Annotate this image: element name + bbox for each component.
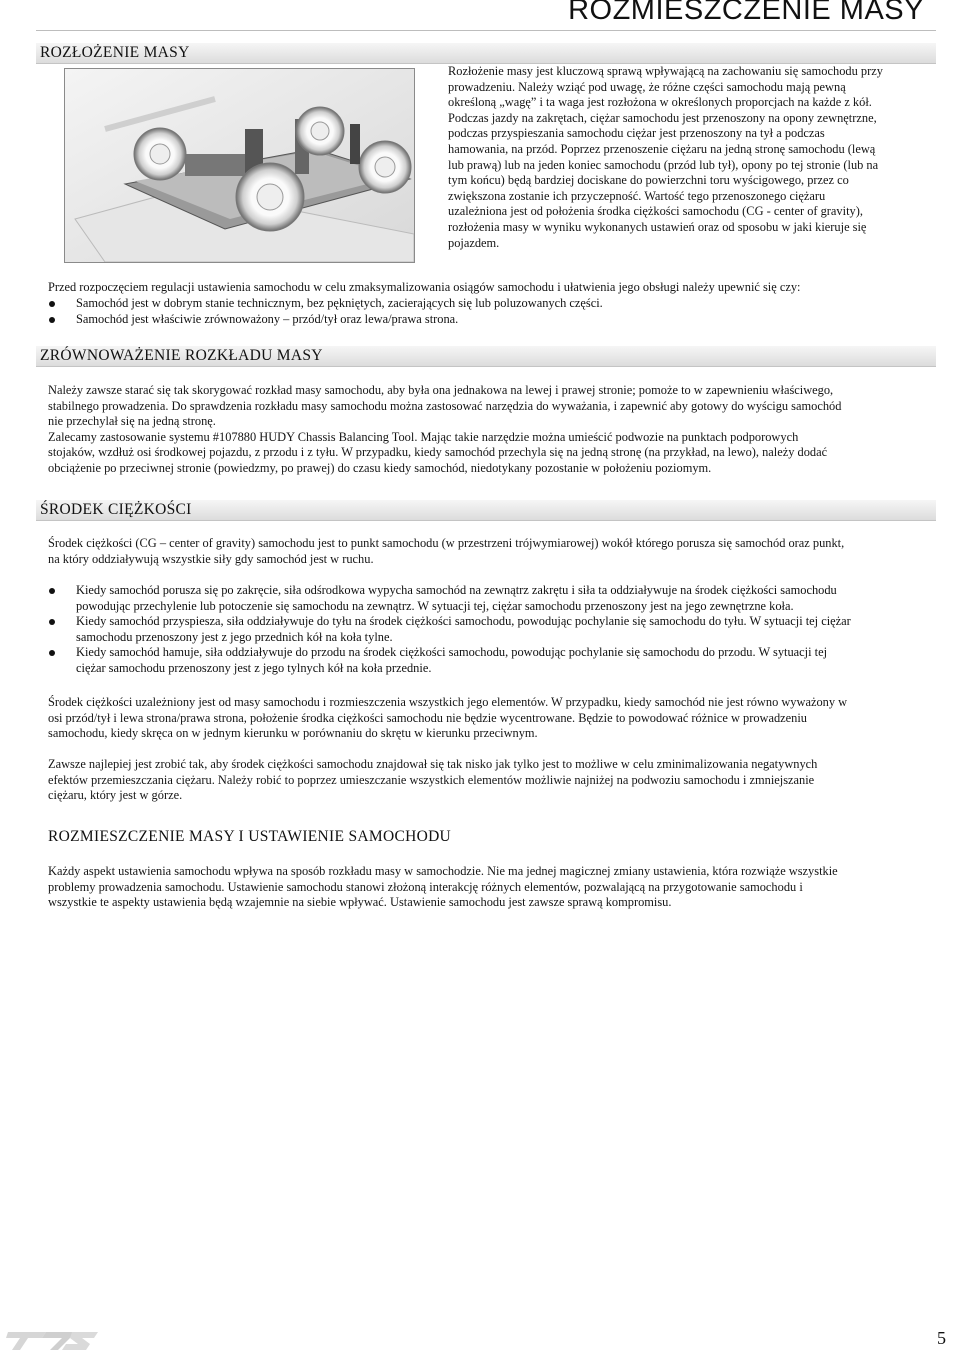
list-item: Kiedy samochód porusza się po zakręcie, siła odśrodkowa wypycha samochód na zewnątrz zakrętu i siła ta oddziaływuje na środek ciężkości samochodu powodując przechylenie lub potoczenie się samochodu na zewnątrz. W sytuacji tej, ciężar samochodu przenoszony jest na jego zewnętrzne koła. (48, 583, 948, 614)
text-line: stojaków, wzdłuż osi środkowej pojazdu, z przodu i z tyłu. W przypadku, kiedy samochód przechyla się na jedną stronę (na przykład, na lewo), należy dodać (48, 445, 828, 460)
list-item: Samochód jest w dobrym stanie technicznym, bez pękniętych, zacierających się lub poluzowanych części. (48, 296, 938, 312)
bullet-icon (49, 317, 55, 323)
rc-car-chassis-photo (64, 68, 415, 263)
text-line: Zawsze najlepiej jest zrobić tak, aby środek ciężkości samochodu znajdował się tak nisko jak tylko jest to możliwe w celu zminimalizowania negatywnych (48, 757, 818, 771)
text-line: samochodu, kiedy skręca on w jednym kierunku w porównaniu do skrętu w kierunku przeciwnym. (48, 726, 538, 741)
text-line: ciężaru, który jest w górze. (48, 788, 183, 803)
text-line: prowadzeniu. Należy wziąć pod uwagę, że różne części samochodu mają pewną (448, 79, 846, 94)
section-heading-center-of-gravity: ŚRODEK CIĘŻKOŚCI (36, 500, 936, 521)
pre-setup-intro: Przed rozpoczęciem regulacji ustawienia samochodu w celu zmaksymalizowania osiągów samochodu i ułatwienia jego obsługi należy upewnić się czy: (48, 280, 801, 294)
chassis-photo-illustration (65, 69, 414, 262)
section-heading-balance: ZRÓWNOWAŻENIE ROZKŁADU MASY (36, 346, 936, 367)
cg-paragraph-3 (48, 757, 948, 804)
list-item: Kiedy samochód przyspiesza, siła oddziaływuje do tyłu na środek ciężkości samochodu, powodując pochylanie się samochodu do tyłu. W sytuacji tej ciężar samochodu przenoszony jest z jego przednich kół na koła tylne. (48, 614, 948, 645)
pre-setup-checklist (48, 296, 938, 327)
cg-paragraph-2 (48, 695, 948, 742)
text-line: pojazdem. (448, 235, 500, 250)
text-line: obciążenie po przeciwnej stronie (powiedzmy, po prawej) do czasu kiedy samochód, niedotykany pozostanie w położeniu poziomym. (48, 460, 712, 475)
text-line: osi przód/tył i lewa strona/prawa strona, położenie środka ciężkości samochodu nie będzie wycentrowane. Będzie to powodować różnice w prowadzeniu (48, 710, 808, 725)
text-line: tym końcu) będą bardziej dociskane do powierzchni toru wyścigowego, przez co (448, 173, 849, 188)
bullet-icon (49, 301, 55, 307)
text-line: nie przechylał się na jedną stronę. (48, 414, 216, 429)
text-line: Podczas jazdy na zakrętach, ciężar samochodu jest przenoszony na opony zewnętrzne, (448, 110, 877, 125)
text-line: efektów przemieszczania ciężaru. Należy robić to poprzez umieszczanie wszystkich elementów możliwie najniżej na podwoziu samochodu i zmniejszanie (48, 772, 815, 787)
text-line: Należy zawsze starać się tak skorygować rozkład masy samochodu, aby była ona jednakowa na lewej i prawej stronie; pomoże to w zapewnieniu właściwego, (48, 383, 834, 397)
page-number: 5 (937, 1328, 946, 1348)
cg-intro (48, 536, 948, 567)
text-line: Środek ciężkości uzależniony jest od masy samochodu i rozmieszczenia wszystkich jego elementów. W przypadku, kiedy samochód nie jest równo wyważony w (48, 695, 848, 709)
text-line: określoną „wagę” i ta waga jest rozłożona w określonych proporcjach na każde z kół. (448, 95, 872, 110)
text-line: na który oddziaływują wszystkie siły gdy samochód jest w ruchu. (48, 551, 374, 566)
text-line: Każdy aspekt ustawienia samochodu wpływa na sposób rozkładu masy w samochodzie. Nie ma jednej magicznej zmiany ustawienia, która rozwiąże wszystkie (48, 864, 838, 878)
text-line: problemy prowadzenia samochodu. Ustawienie samochodu stanowi złożoną interakcję różnych elementów, pozwalającą na przygotowanie samochodu i (48, 879, 803, 894)
text-line: Środek ciężkości (CG – center of gravity) samochodu jest to punkt samochodu (w przestrzeni trójwymiarowej) wokół którego porusza się samochód oraz punkt, (48, 536, 845, 550)
bullet-icon (49, 588, 55, 594)
title-rule (36, 30, 936, 31)
section-heading-weight-distribution: ROZŁOŻENIE MASY (36, 43, 936, 64)
text-line: Zalecamy zastosowanie systemu #107880 HUDY Chassis Balancing Tool. Mając takie narzędzie można umieścić podwozie na punktach podporowych (48, 429, 799, 444)
bullet-icon (49, 619, 55, 625)
text-line: lub prawą) lub na jeden koniec samochodu (przód lub tył), opony po tej stronie (lub na (448, 157, 879, 172)
text-line: wszystkie te aspekty ustawienia będą wzajemnie na siebie wpływać. Ustawienie samochodu jest zawsze sprawą kompromisu. (48, 895, 672, 910)
text-line: podczas przyspieszania samochodu ciężar jest przenoszony na tył a podczas (448, 126, 825, 141)
text-line: zwiększona zostanie ich przyczepność. Wartość tego przenoszonego ciężaru (448, 188, 826, 203)
text-line: rozłożenia masy w wyniku wykonanych ustawień oraz od sposobu w jaki kieruje się (448, 219, 867, 234)
bullet-icon (49, 650, 55, 656)
cg-effects-list (48, 583, 948, 677)
list-item: Samochód jest właściwie zrównoważony – przód/tył oraz lewa/prawa strona. (48, 312, 938, 328)
text-line: stabilnego prowadzenia. Do sprawdzenia rozkładu masy samochodu można zastosować narzędzia do wyważania, i zapewnić aby gotowy do wyścigu samochód (48, 398, 842, 413)
text-line: uzależniona jest od położenia środka ciężkości samochodu (CG - center of gravity), (448, 204, 863, 219)
weight-distribution-text (448, 64, 948, 251)
brand-logo-icon (6, 1326, 98, 1354)
balance-text (48, 383, 948, 477)
text-line: hamowania, na przód. Poprzez przenoszenie ciężaru na jedną stronę samochodu (lewą (448, 141, 876, 156)
section-heading-mass-and-setup: ROZMIESZCZENIE MASY I USTAWIENIE SAMOCHODU (48, 828, 452, 845)
page-title: ROZMIESZCZENIE MASY (568, 0, 924, 26)
list-item: Kiedy samochód hamuje, siła oddziaływuje do przodu na środek ciężkości samochodu, powodując pochylanie się samochodu do przodu. W sytuacji tej ciężar samochodu przenoszony jest z jego tylnych kół na koła przednie. (48, 645, 948, 676)
text-line: Rozłożenie masy jest kluczową sprawą wpływającą na zachowaniu się samochodu przy (448, 64, 883, 78)
mass-setup-text (48, 864, 948, 911)
